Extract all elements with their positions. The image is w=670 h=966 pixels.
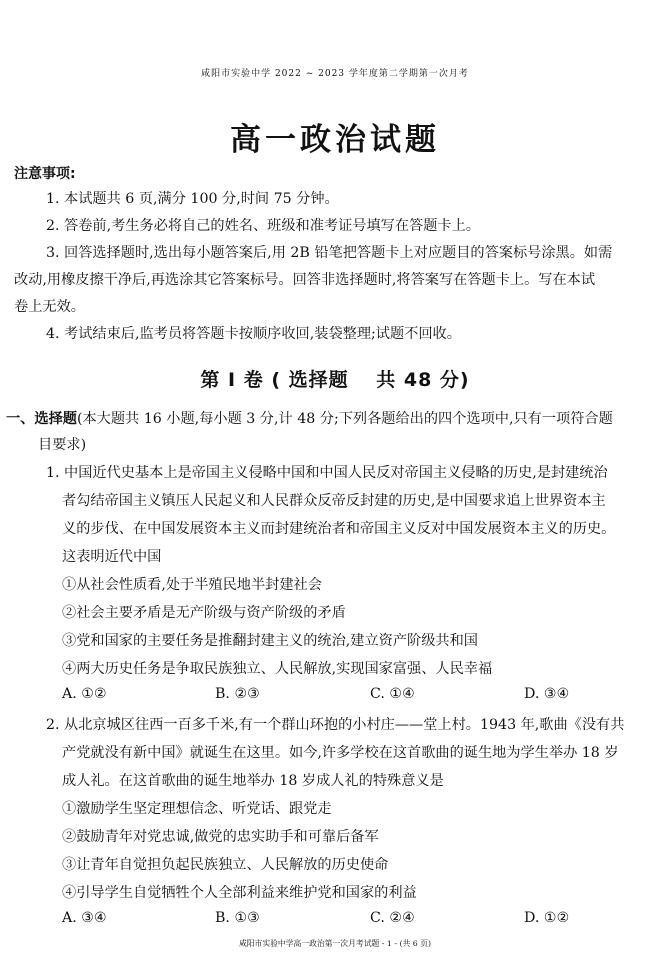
- notice-line-3-end: 卷上无效。: [14, 299, 85, 315]
- question-1-stem-line-4: 这表明近代中国: [62, 549, 162, 565]
- question-1-option-3: ③党和国家的主要任务是推翻封建主义的统治,建立资产阶级共和国: [62, 633, 478, 649]
- question-2-option-3: ③让青年自觉担负起民族独立、人民解放的历史使命: [62, 857, 389, 873]
- question-1-option-2: ②社会主要矛盾是无产阶级与资产阶级的矛盾: [62, 605, 346, 621]
- question-1-option-4: ④两大历史任务是争取民族独立、人民解放,实现国家富强、人民幸福: [62, 661, 493, 677]
- part-one-heading: [6, 408, 613, 430]
- section-title: 第 Ⅰ 卷 ( 选择题 共 48 分): [200, 369, 470, 391]
- question-2-choice-b: B. ①③: [215, 910, 260, 926]
- notice-line-3: 3. 回答选择题时,选出每小题答案后,用 2B 铅笔把答题卡上对应题目的答案标号涂黑。如需: [46, 245, 613, 261]
- question-2-stem-line-3: 成人礼。在这首歌曲的诞生地举办 18 岁成人礼的特殊意义是: [62, 773, 444, 789]
- question-1-stem-line-2: 者勾结帝国主义镇压人民起义和人民群众反帝反封建的历史,是中国要求追上世界资本主: [62, 493, 606, 509]
- question-1-choice-a: A. ①②: [62, 686, 107, 702]
- notice-line-1: 1. 本试题共 6 页,满分 100 分,时间 75 分钟。: [46, 191, 339, 207]
- question-1-stem-line-3: 义的步伐、在中国发展资本主义而封建统治者和帝国主义反对中国发展资本主义的历史。: [62, 521, 616, 537]
- part-one-description-cont: 目要求): [38, 437, 87, 453]
- notice-heading: 注意事项:: [14, 166, 76, 182]
- question-1-choices: [62, 686, 622, 708]
- part-one-label: 一、选择题: [6, 411, 77, 427]
- question-2-stem-line-1: 2. 从北京城区往西一百多千米,有一个群山环抱的小村庄——堂上村。1943 年,歌曲《没有共: [46, 717, 625, 733]
- question-2-choices: [62, 910, 622, 932]
- question-2-option-1: ①激励学生坚定理想信念、听党话、跟党走: [62, 801, 332, 817]
- paper-title: 高一政治试题: [230, 122, 440, 158]
- question-2-stem-line-2: 产党就没有新中国》就诞生在这里。如今,许多学校在这首歌曲的诞生地为学生举办 18 岁: [62, 745, 619, 761]
- question-1-option-1: ①从社会性质看,处于半殖民地半封建社会: [62, 577, 322, 593]
- notice-line-2: 2. 答卷前,考生务必将自己的姓名、班级和准考证号填写在答题卡上。: [46, 218, 480, 234]
- question-2-choice-d: D. ①②: [524, 910, 570, 926]
- question-2-choice-c: C. ②④: [370, 910, 415, 926]
- school-exam-title: 咸阳市实验中学 2022 ~ 2023 学年度第二学期第一次月考: [201, 69, 469, 79]
- page-footer: 咸阳市实验中学高一政治第一次月考试题 - 1 - (共 6 页): [238, 939, 432, 948]
- question-1-choice-b: B. ②③: [215, 686, 260, 702]
- question-1-choice-d: D. ③④: [524, 686, 570, 702]
- question-2-option-2: ②鼓励青年对党忠诚,做党的忠实助手和可靠后备军: [62, 829, 379, 845]
- notice-line-4: 4. 考试结束后,监考员将答题卡按顺序收回,装袋整理;试题不回收。: [46, 326, 461, 342]
- part-one-description: (本大题共 16 小题,每小题 3 分,计 48 分;下列各题给出的四个选项中,只有一项符合题: [76, 411, 613, 427]
- notice-line-3-cont: 改动,用橡皮擦干净后,再选涂其它答案标号。回答非选择题时,将答案写在答题卡上。写在本试: [14, 272, 596, 288]
- question-1-stem-line-1: 1. 中国近代史基本上是帝国主义侵略中国和中国人民反对帝国主义侵略的历史,是封建统治: [46, 465, 608, 481]
- question-1-choice-c: C. ①④: [370, 686, 415, 702]
- question-2-choice-a: A. ③④: [62, 910, 107, 926]
- question-2-option-4: ④引导学生自觉牺牲个人全部利益来维护党和国家的利益: [62, 885, 417, 901]
